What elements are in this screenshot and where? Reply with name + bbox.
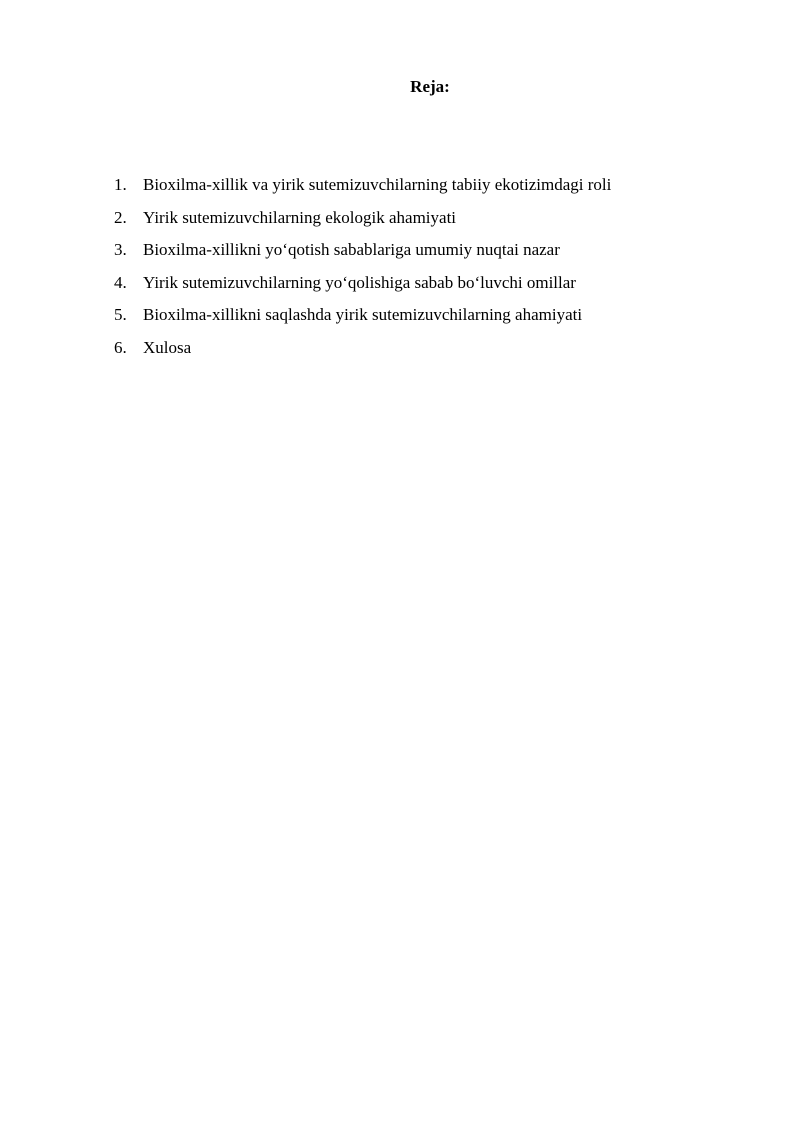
list-item-number: 3. xyxy=(114,240,127,260)
list-item-number: 2. xyxy=(114,207,127,227)
list-item-text: Yirik sutemizuvchilarning yo‘qolishiga sabab bo‘luvchi omillar xyxy=(143,272,576,292)
list-item-text: Bioxilma-xillikni yo‘qotish sabablariga umumiy nuqtai nazar xyxy=(143,240,560,260)
list-item-number: 1. xyxy=(114,175,127,194)
list-item-text: Xulosa xyxy=(143,337,192,357)
list-item-text: Bioxilma-xillik va yirik sutemizuvchilarning tabiiy ekotizimdagi roli xyxy=(143,175,612,194)
page-title: Reja: xyxy=(410,77,450,96)
list-item-text: Yirik sutemizuvchilarning ekologik ahamiyati xyxy=(143,207,457,227)
list-item-number: 5. xyxy=(114,305,127,325)
list-item-number: 4. xyxy=(114,272,127,292)
list-item-number: 6. xyxy=(114,337,127,357)
list-item-text: Bioxilma-xillikni saqlashda yirik sutemizuvchilarning ahamiyati xyxy=(143,305,583,325)
